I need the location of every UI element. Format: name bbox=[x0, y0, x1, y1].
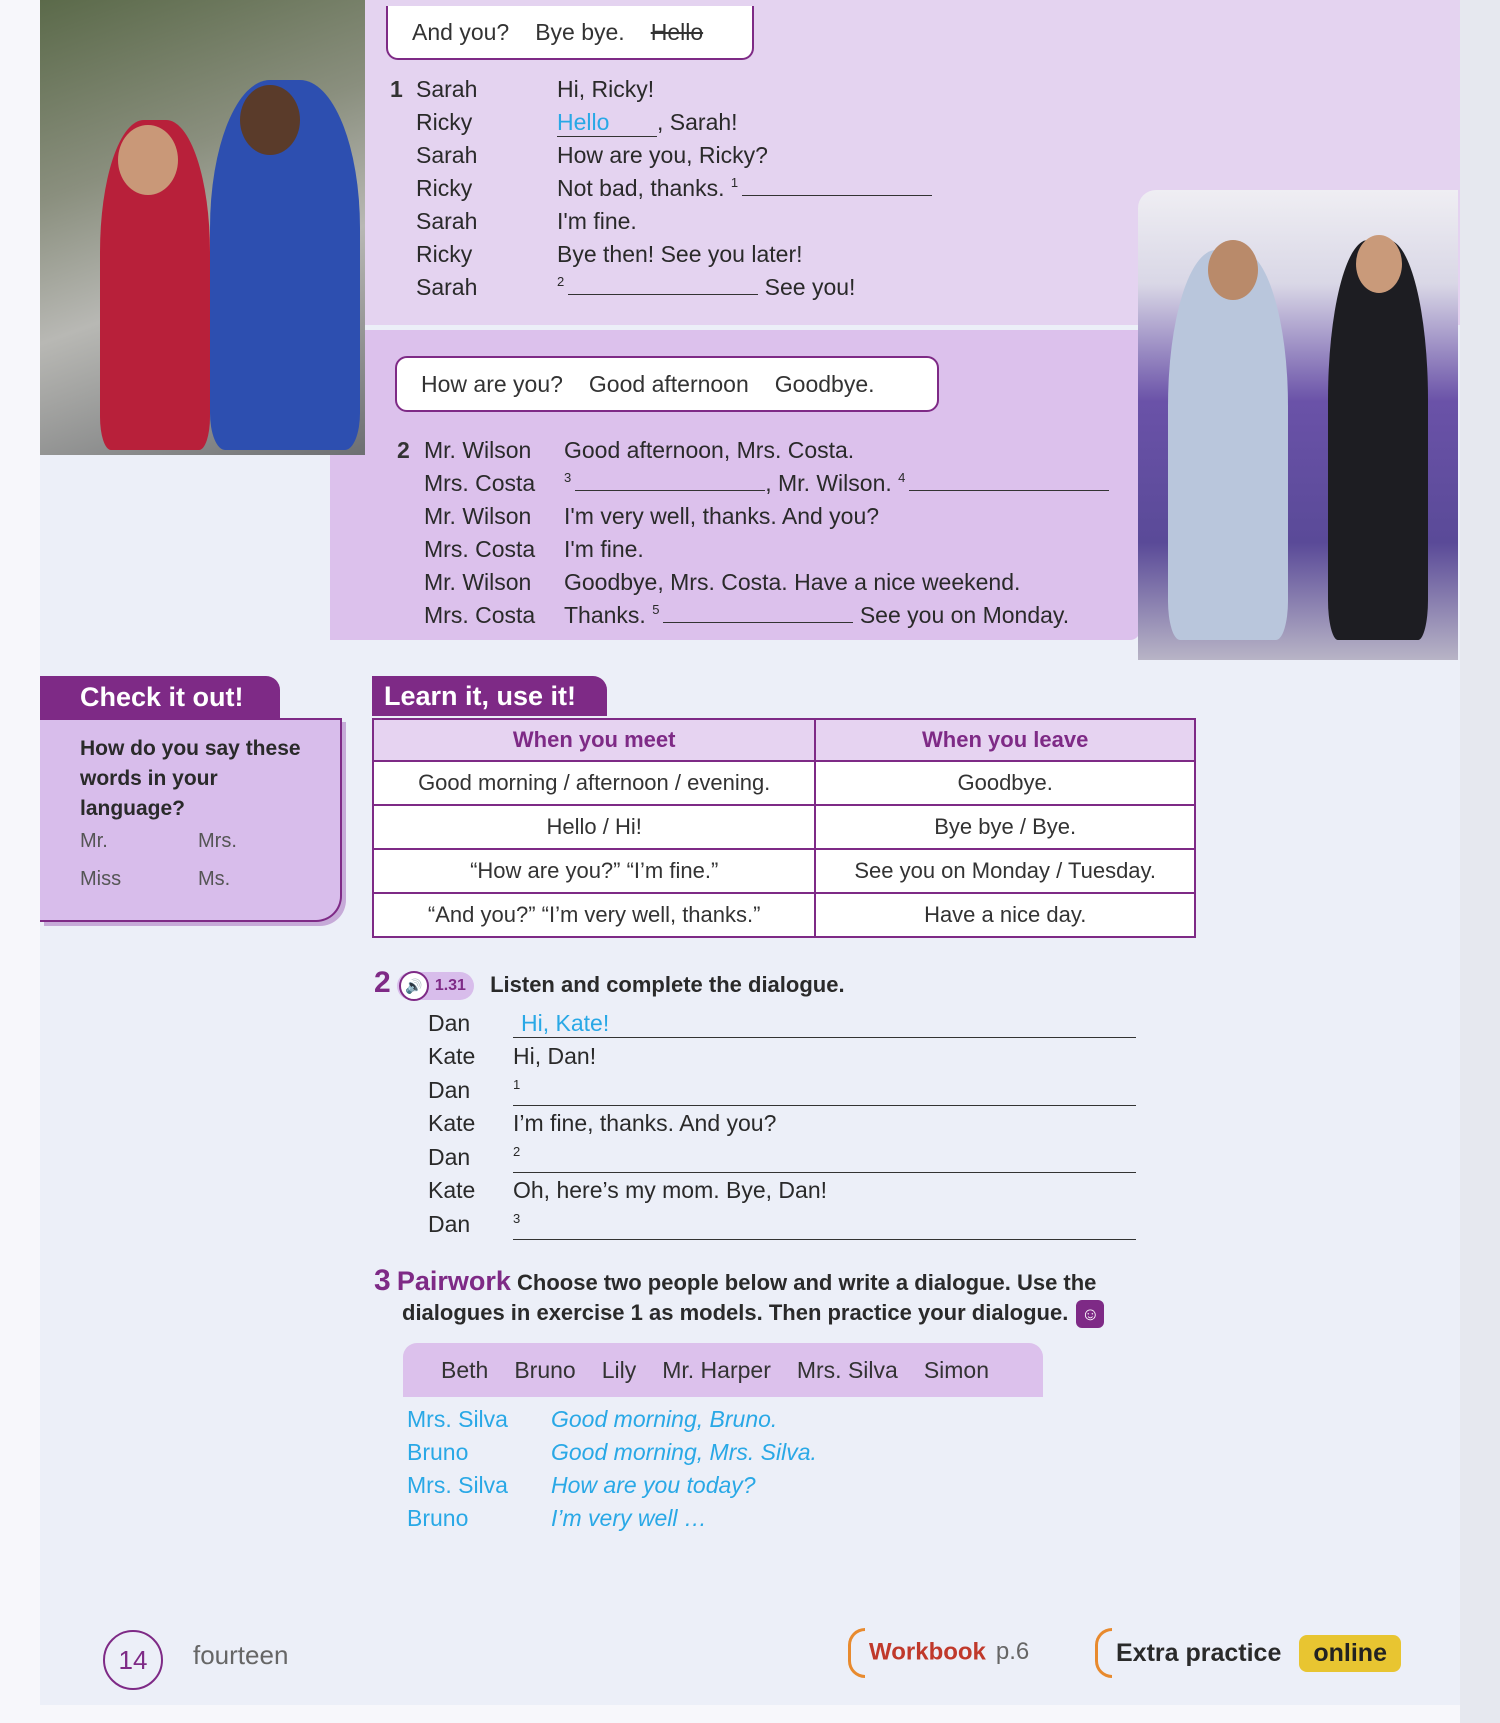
speaker: Mrs. Costa bbox=[424, 470, 536, 496]
answer-blank[interactable] bbox=[663, 602, 853, 623]
extra-practice-link[interactable] bbox=[1095, 1628, 1401, 1678]
speaker: Dan bbox=[428, 1010, 471, 1036]
bracket-icon bbox=[1095, 1628, 1112, 1678]
check-it-out-title: Check it out! bbox=[40, 676, 280, 718]
speaker: Dan bbox=[428, 1211, 471, 1237]
page-number-word: fourteen bbox=[193, 1640, 289, 1670]
line-text: I’m very well … bbox=[551, 1505, 707, 1531]
word-box-item: Hello bbox=[650, 18, 704, 45]
table-header: When you meet bbox=[373, 719, 815, 761]
exercise-instruction-cont: dialogues in exercise 1 as models. Then practice your dialogue. bbox=[402, 1300, 1069, 1325]
speaker: Bruno bbox=[407, 1439, 469, 1465]
speaker: Mr. Wilson bbox=[424, 503, 532, 529]
workbook-reference bbox=[848, 1628, 1029, 1678]
table-cell: Goodbye. bbox=[815, 761, 1195, 805]
name-option: Simon bbox=[923, 1356, 990, 1383]
line-text: Hi, Dan! bbox=[513, 1043, 597, 1069]
line-text: Goodbye, Mrs. Costa. Have a nice weekend. bbox=[564, 569, 1021, 595]
speaker: Dan bbox=[428, 1144, 471, 1170]
gap-number: 3 bbox=[564, 470, 572, 486]
check-it-out-body bbox=[40, 718, 342, 922]
table-row bbox=[373, 761, 1195, 805]
gap-number: 4 bbox=[898, 470, 906, 486]
table-cell: Bye bye / Bye. bbox=[815, 805, 1195, 849]
table-cell: “And you?” “I’m very well, thanks.” bbox=[373, 893, 815, 937]
exercise-instruction: Listen and complete the dialogue. bbox=[490, 972, 845, 997]
line-text: See you! bbox=[764, 274, 856, 300]
speaker: Mr. Wilson bbox=[424, 569, 532, 595]
exercise3-heading bbox=[374, 1266, 1214, 1328]
word-box-item: Bye bye. bbox=[535, 18, 625, 45]
answer-blank[interactable] bbox=[742, 175, 932, 196]
dialogue-number: 2 bbox=[397, 437, 410, 463]
check-word: Mr. bbox=[80, 830, 108, 852]
speaker: Sarah bbox=[416, 208, 478, 234]
name-option: Lily bbox=[601, 1356, 637, 1383]
answer-blank[interactable] bbox=[513, 1077, 1136, 1106]
gap-number: 1 bbox=[730, 175, 739, 191]
exercise-number: 2 bbox=[374, 966, 391, 999]
speaker: Mrs. Costa bbox=[424, 602, 536, 628]
line-text: , Mr. Wilson. bbox=[765, 470, 892, 496]
speaker: Mrs. Costa bbox=[424, 536, 536, 562]
word-box-item: And you? bbox=[412, 18, 510, 45]
speaker: Ricky bbox=[416, 109, 473, 135]
table-cell: Have a nice day. bbox=[815, 893, 1195, 937]
speaker: Dan bbox=[428, 1077, 471, 1103]
check-word: Miss bbox=[80, 868, 122, 890]
line-text: How are you today? bbox=[551, 1472, 756, 1498]
answer-blank[interactable] bbox=[568, 274, 758, 295]
line-text: How are you, Ricky? bbox=[557, 142, 768, 168]
speaker: Bruno bbox=[407, 1505, 469, 1531]
speaker: Ricky bbox=[416, 175, 473, 201]
word-box-item: How are you? bbox=[421, 370, 563, 397]
audio-track-button[interactable] bbox=[397, 972, 474, 1000]
word-box-item: Good afternoon bbox=[588, 370, 749, 397]
speaker: Sarah bbox=[416, 142, 478, 168]
gap-number: 5 bbox=[652, 602, 660, 618]
answer-blank[interactable] bbox=[575, 470, 765, 491]
page-gutter bbox=[1460, 0, 1500, 1723]
exercise2-heading bbox=[374, 966, 845, 1000]
table-cell: “How are you?” “I’m fine.” bbox=[373, 849, 815, 893]
speaker: Ricky bbox=[416, 241, 473, 267]
speaker: Sarah bbox=[416, 274, 478, 300]
table-row bbox=[373, 805, 1195, 849]
line-text: I'm fine. bbox=[564, 536, 644, 562]
speaker: Kate bbox=[428, 1177, 476, 1203]
gap-number: 1 bbox=[513, 1077, 521, 1093]
table-cell: Good morning / afternoon / evening. bbox=[373, 761, 815, 805]
table-row bbox=[373, 849, 1195, 893]
name-option: Beth bbox=[441, 1356, 489, 1383]
name-option: Mr. Harper bbox=[662, 1356, 771, 1383]
line-text: I'm fine. bbox=[557, 208, 637, 234]
name-option: Mrs. Silva bbox=[796, 1356, 898, 1383]
line-text: Good morning, Mrs. Silva. bbox=[551, 1439, 817, 1465]
line-text: I'm very well, thanks. And you? bbox=[564, 503, 880, 529]
line-text: Hi, Ricky! bbox=[557, 76, 655, 102]
table-cell: See you on Monday / Tuesday. bbox=[815, 849, 1195, 893]
line-text: Oh, here’s my mom. Bye, Dan! bbox=[513, 1177, 828, 1203]
check-word: Mrs. bbox=[198, 830, 237, 852]
table-row bbox=[373, 893, 1195, 937]
line-text: Thanks. bbox=[564, 602, 646, 628]
speaker: Sarah bbox=[416, 76, 478, 102]
online-badge: online bbox=[1299, 1635, 1401, 1672]
speaking-mask-icon: ☺ bbox=[1076, 1300, 1104, 1328]
table-cell: Hello / Hi! bbox=[373, 805, 815, 849]
line-text: Good afternoon, Mrs. Costa. bbox=[564, 437, 855, 463]
gap-number: 2 bbox=[557, 274, 565, 290]
check-word: Ms. bbox=[198, 868, 231, 890]
names-bar bbox=[403, 1343, 1043, 1397]
line-text: Not bad, thanks. bbox=[557, 175, 725, 201]
speaker: Mrs. Silva bbox=[407, 1472, 508, 1498]
speaker: Mrs. Silva bbox=[407, 1406, 508, 1432]
answer-blank[interactable] bbox=[513, 1144, 1136, 1173]
word-box-2 bbox=[395, 356, 939, 412]
learn-title: Learn it, use it! bbox=[372, 676, 607, 716]
line-text: Good morning, Bruno. bbox=[551, 1406, 778, 1432]
workbook-page: p.6 bbox=[995, 1638, 1030, 1666]
bracket-icon bbox=[848, 1628, 865, 1678]
photo-two-teens-street bbox=[40, 0, 365, 455]
check-it-out-box bbox=[40, 676, 340, 926]
word-box-1 bbox=[386, 6, 754, 60]
speaker: Mr. Wilson bbox=[424, 437, 532, 463]
exercise-instruction: Choose two people below and write a dialogue. Use the bbox=[517, 1270, 1097, 1295]
line-text: , Sarah! bbox=[657, 109, 738, 135]
exercise-number: 3 bbox=[374, 1264, 391, 1297]
word-box-item: Goodbye. bbox=[774, 370, 875, 397]
greetings-table bbox=[372, 718, 1196, 938]
check-question: How do you say these words in your language? bbox=[80, 737, 301, 820]
example-answer: Hello bbox=[557, 109, 657, 137]
speaker-icon: 🔊 bbox=[399, 971, 429, 1001]
page-number: 14 bbox=[103, 1630, 163, 1690]
line-text: I’m fine, thanks. And you? bbox=[513, 1110, 777, 1136]
name-option: Bruno bbox=[514, 1356, 576, 1383]
gap-number: 2 bbox=[513, 1144, 521, 1160]
line-text: Bye then! See you later! bbox=[557, 241, 803, 267]
speaker: Kate bbox=[428, 1043, 476, 1069]
table-header: When you leave bbox=[815, 719, 1195, 761]
line-text: See you on Monday. bbox=[859, 602, 1070, 628]
example-answer: Hi, Kate! bbox=[513, 1010, 1136, 1038]
extra-practice-label: Extra practice bbox=[1116, 1638, 1282, 1667]
gap-number: 3 bbox=[513, 1211, 521, 1227]
photo-two-adults-hallway bbox=[1138, 190, 1458, 660]
workbook-label: Workbook bbox=[869, 1638, 986, 1666]
pairwork-label: Pairwork bbox=[396, 1266, 511, 1296]
dialogue-number: 1 bbox=[390, 76, 403, 102]
speaker: Kate bbox=[428, 1110, 476, 1136]
answer-blank[interactable] bbox=[513, 1211, 1136, 1240]
audio-track-number: 1.31 bbox=[434, 977, 466, 995]
answer-blank[interactable] bbox=[909, 470, 1109, 491]
